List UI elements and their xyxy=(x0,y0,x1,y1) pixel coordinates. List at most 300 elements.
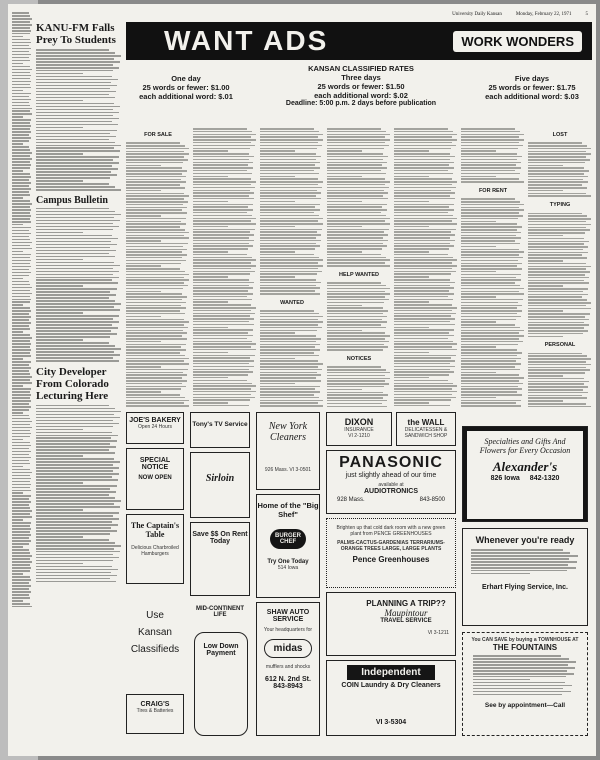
text-line xyxy=(327,234,388,236)
text-line xyxy=(394,402,429,404)
use-kansan-line2: Kansan xyxy=(138,627,172,638)
text-line xyxy=(327,316,387,318)
text-line xyxy=(461,145,523,147)
alexanders-address: 826 Iowa xyxy=(490,475,520,482)
text-line xyxy=(528,238,584,240)
text-line xyxy=(36,458,114,460)
text-line xyxy=(260,282,321,284)
dixon-title: DIXON xyxy=(344,417,374,427)
text-line xyxy=(12,110,30,112)
text-line xyxy=(12,72,30,74)
text-line xyxy=(327,220,385,222)
text-line xyxy=(36,536,83,538)
text-line xyxy=(126,232,189,234)
text-line xyxy=(12,397,30,399)
special-title: SPECIAL NOTICE xyxy=(139,457,171,471)
text-line xyxy=(461,240,515,242)
text-line xyxy=(461,198,515,200)
text-line xyxy=(394,192,455,194)
text-line xyxy=(193,380,247,382)
use-kansan-line3: Classifieds xyxy=(130,644,180,655)
issue-date: Monday, February 22, 1971 xyxy=(515,11,572,17)
text-line xyxy=(193,167,253,169)
text-line xyxy=(193,405,249,407)
text-line xyxy=(461,178,519,180)
alexanders-inner xyxy=(467,431,583,519)
text-line xyxy=(260,131,319,133)
text-line xyxy=(471,570,567,572)
text-line xyxy=(260,394,314,396)
text-line xyxy=(36,488,110,490)
text-line xyxy=(12,152,32,154)
wall-title: the WALL xyxy=(407,418,445,427)
text-line xyxy=(193,195,249,197)
text-line xyxy=(12,84,30,86)
text-line xyxy=(193,220,251,222)
midcontinent-title: MID-CONTINENT LIFE xyxy=(196,606,244,618)
text-line xyxy=(193,262,251,264)
text-line xyxy=(327,212,381,214)
text-line xyxy=(471,558,569,560)
text-line xyxy=(12,30,31,32)
text-line xyxy=(394,173,453,175)
alexanders-brand: Alexander's xyxy=(492,459,558,474)
text-line xyxy=(260,184,318,186)
text-line xyxy=(394,391,457,393)
text-line xyxy=(461,310,522,312)
text-line xyxy=(327,296,385,298)
text-line xyxy=(394,282,455,284)
text-line xyxy=(471,567,576,569)
text-line xyxy=(12,343,31,345)
text-line xyxy=(193,332,248,334)
text-line xyxy=(260,142,318,144)
text-line xyxy=(394,352,429,354)
low-down-payment-ad xyxy=(194,632,248,736)
text-line xyxy=(394,313,456,315)
text-line xyxy=(193,318,254,320)
text-line xyxy=(327,170,381,172)
text-line xyxy=(461,156,522,158)
text-line xyxy=(260,287,320,289)
text-line xyxy=(461,397,496,399)
text-line xyxy=(12,182,31,184)
text-line xyxy=(260,134,323,136)
text-line xyxy=(193,170,247,172)
text-line xyxy=(327,245,387,247)
text-line xyxy=(36,229,113,231)
text-line xyxy=(193,142,251,144)
maupintour-title: PLANNING A TRIP?? xyxy=(366,599,446,608)
text-line xyxy=(193,324,254,326)
text-line xyxy=(36,244,117,246)
text-line xyxy=(394,299,453,301)
text-line xyxy=(461,405,521,407)
text-line xyxy=(461,307,517,309)
text-line xyxy=(36,142,115,144)
text-line xyxy=(36,76,112,78)
text-line xyxy=(12,537,29,539)
text-line xyxy=(12,215,31,217)
text-line xyxy=(327,321,387,323)
text-line xyxy=(193,128,247,130)
special-line: NOW OPEN xyxy=(138,475,172,481)
text-line xyxy=(12,570,30,572)
text-line xyxy=(36,58,114,60)
text-line xyxy=(327,218,390,220)
text-line xyxy=(461,402,516,404)
text-line xyxy=(36,548,114,550)
text-line xyxy=(36,291,110,293)
text-line xyxy=(12,227,31,229)
text-line xyxy=(260,360,318,362)
text-line xyxy=(461,265,517,267)
text-line xyxy=(12,290,30,292)
text-line xyxy=(12,206,30,208)
text-line xyxy=(36,545,121,547)
text-line xyxy=(12,248,32,250)
text-line xyxy=(36,306,114,308)
text-line xyxy=(461,355,517,357)
section-for-sale: FOR SALE xyxy=(144,132,172,138)
text-line xyxy=(528,235,563,237)
text-line xyxy=(260,231,317,233)
text-line xyxy=(528,252,588,254)
rates-deadline: Deadline: 5:00 p.m. 2 days before publication xyxy=(285,100,437,107)
text-line xyxy=(12,331,23,333)
text-line xyxy=(260,254,314,256)
text-line xyxy=(327,131,386,133)
text-line xyxy=(193,184,251,186)
text-line xyxy=(12,18,32,20)
text-line xyxy=(394,251,429,253)
text-line xyxy=(12,230,29,232)
text-line xyxy=(126,198,184,200)
section-typing: TYPING xyxy=(549,202,571,209)
rate-five-days xyxy=(472,74,592,101)
text-line xyxy=(260,363,323,365)
text-line xyxy=(260,391,320,393)
text-line xyxy=(528,403,586,405)
text-line xyxy=(260,313,319,315)
text-line xyxy=(528,142,582,144)
text-line xyxy=(126,274,189,276)
text-line xyxy=(36,223,113,225)
text-line xyxy=(471,549,563,551)
text-line xyxy=(260,321,323,323)
text-line xyxy=(394,332,449,334)
text-line xyxy=(12,492,23,494)
text-line xyxy=(394,285,450,287)
text-line xyxy=(528,280,584,282)
text-line xyxy=(528,257,587,259)
text-line xyxy=(394,229,456,231)
text-line xyxy=(394,324,455,326)
text-line xyxy=(260,128,314,130)
text-line xyxy=(528,308,591,310)
text-line xyxy=(12,466,23,468)
text-line xyxy=(327,291,385,293)
text-line xyxy=(327,332,385,334)
text-line xyxy=(36,241,111,243)
text-line xyxy=(36,259,83,261)
text-line xyxy=(126,187,185,189)
text-line xyxy=(394,153,450,155)
text-line xyxy=(260,226,295,228)
text-line xyxy=(193,187,255,189)
text-line xyxy=(36,560,113,562)
text-line xyxy=(528,266,591,268)
text-line xyxy=(461,386,518,388)
text-line xyxy=(327,397,383,399)
text-line xyxy=(12,382,32,384)
text-line xyxy=(461,291,519,293)
text-line xyxy=(126,240,161,242)
text-line xyxy=(12,507,30,509)
text-line xyxy=(327,148,384,150)
text-line xyxy=(528,364,591,366)
text-line xyxy=(461,257,523,259)
text-line xyxy=(193,159,249,161)
text-line xyxy=(36,446,116,448)
text-line xyxy=(461,173,520,175)
save-title: Save $$ On Rent Today xyxy=(192,531,248,545)
text-line xyxy=(36,109,113,111)
sirloin-ad xyxy=(190,452,250,518)
text-line xyxy=(12,451,31,453)
text-line xyxy=(12,143,23,145)
text-line xyxy=(394,293,454,295)
three-days-first: 25 words or fewer: $1.50 xyxy=(317,82,405,91)
text-line xyxy=(12,427,32,429)
text-line xyxy=(260,150,295,152)
want-ads-banner xyxy=(126,22,592,60)
text-line xyxy=(193,204,253,206)
pence-title: Pence Greenhouses xyxy=(352,555,430,564)
save-on-rent-ad xyxy=(190,522,250,596)
text-line xyxy=(12,364,29,366)
text-line xyxy=(126,212,187,214)
text-line xyxy=(461,293,524,295)
text-line xyxy=(12,304,23,306)
panasonic-ad xyxy=(326,450,456,514)
fountains-title: THE FOUNTAINS xyxy=(492,643,558,652)
text-line xyxy=(260,229,322,231)
text-line xyxy=(126,307,186,309)
text-line xyxy=(327,198,388,200)
text-line xyxy=(126,190,161,192)
text-line xyxy=(461,176,496,178)
text-line xyxy=(36,91,116,93)
developer-headline: City Developer From Colorado Lecturing Here xyxy=(36,365,109,402)
text-line xyxy=(12,478,31,480)
text-line xyxy=(12,340,30,342)
text-line xyxy=(36,106,120,108)
text-line xyxy=(260,262,318,264)
text-line xyxy=(12,194,30,196)
text-line xyxy=(327,392,383,394)
text-line xyxy=(36,268,113,270)
text-line xyxy=(260,366,318,368)
text-line xyxy=(327,375,385,377)
text-line xyxy=(12,546,23,548)
text-line xyxy=(193,156,254,158)
text-line xyxy=(327,187,389,189)
text-line xyxy=(126,260,186,262)
text-line xyxy=(193,355,255,357)
text-line xyxy=(36,339,83,341)
text-line xyxy=(12,549,29,551)
text-line xyxy=(12,576,30,578)
text-line xyxy=(36,211,115,213)
text-line xyxy=(260,273,317,275)
text-line xyxy=(126,279,189,281)
text-line xyxy=(394,259,457,261)
text-line xyxy=(12,319,29,321)
rate-three-days xyxy=(266,64,456,107)
text-line xyxy=(193,352,228,354)
joes-line: Open 24 Hours xyxy=(138,424,172,430)
erhart-text xyxy=(463,545,587,578)
five-days-additional: each additional word: $.03 xyxy=(485,92,579,101)
text-line xyxy=(260,148,317,150)
text-line xyxy=(12,484,31,486)
use-kansan-line1: Use xyxy=(146,610,164,621)
text-line xyxy=(461,316,521,318)
text-line xyxy=(36,312,83,314)
text-line xyxy=(12,63,23,65)
text-line xyxy=(394,226,429,228)
text-line xyxy=(36,578,110,580)
text-line xyxy=(126,296,187,298)
text-line xyxy=(12,149,30,151)
text-line xyxy=(12,597,30,599)
text-line xyxy=(126,360,184,362)
text-line xyxy=(471,564,568,566)
maupintour-line: TRAVEL SERVICE xyxy=(380,618,432,624)
section-help-wanted: HELP WANTED xyxy=(339,271,379,278)
text-line xyxy=(193,243,249,245)
gutter-text xyxy=(12,12,32,748)
text-line xyxy=(12,81,31,83)
text-line xyxy=(471,552,570,554)
text-line xyxy=(327,184,385,186)
text-line xyxy=(126,394,180,396)
text-line xyxy=(36,124,118,126)
text-line xyxy=(260,234,321,236)
text-line xyxy=(193,231,250,233)
text-line xyxy=(461,215,523,217)
alexanders-phone: 842-1320 xyxy=(529,475,560,482)
text-line xyxy=(473,661,576,663)
one-day-label: One day xyxy=(171,74,201,83)
text-line xyxy=(36,414,114,416)
section-wanted: WANTED xyxy=(280,299,304,306)
tony-title: Tony's TV Service xyxy=(192,421,248,428)
text-line xyxy=(126,263,181,265)
text-line xyxy=(126,209,182,211)
text-line xyxy=(528,159,590,161)
text-line xyxy=(12,522,31,524)
text-line xyxy=(126,277,184,279)
text-line xyxy=(12,409,29,411)
text-line xyxy=(12,358,23,360)
text-line xyxy=(12,519,23,521)
text-line xyxy=(394,394,452,396)
text-line xyxy=(260,285,316,287)
text-line xyxy=(12,200,30,202)
text-line xyxy=(394,385,457,387)
text-line xyxy=(260,248,315,250)
text-line xyxy=(126,369,188,371)
text-line xyxy=(12,436,30,438)
text-line xyxy=(193,397,255,399)
text-line xyxy=(12,27,30,29)
text-line xyxy=(12,21,30,23)
text-line xyxy=(193,357,250,359)
text-line xyxy=(36,79,118,81)
text-line xyxy=(394,271,456,273)
text-line xyxy=(461,274,521,276)
text-line xyxy=(260,220,318,222)
text-line xyxy=(461,383,523,385)
three-days-additional: each additional word: $.02 xyxy=(314,91,408,100)
text-line xyxy=(126,271,185,273)
text-line xyxy=(528,330,588,332)
text-line xyxy=(193,178,251,180)
text-line xyxy=(528,310,563,312)
text-line xyxy=(126,319,184,321)
text-line xyxy=(193,327,228,329)
text-line xyxy=(193,338,247,340)
audiotronics-logo: AUDIOTRONICS xyxy=(363,488,419,495)
text-line xyxy=(394,201,429,203)
col-2-text xyxy=(193,128,257,408)
text-line xyxy=(126,237,189,239)
text-line xyxy=(12,454,29,456)
text-line xyxy=(36,279,112,281)
text-line xyxy=(394,145,456,147)
text-line xyxy=(36,139,109,141)
text-line xyxy=(36,247,110,249)
text-line xyxy=(394,167,454,169)
text-line xyxy=(394,307,457,309)
text-line xyxy=(528,353,582,355)
text-line xyxy=(193,190,250,192)
text-line xyxy=(193,131,252,133)
text-line xyxy=(327,150,362,152)
text-line xyxy=(528,313,590,315)
text-line xyxy=(327,190,384,192)
text-line xyxy=(126,330,183,332)
text-line xyxy=(193,369,249,371)
text-line xyxy=(528,378,584,380)
text-line xyxy=(126,179,181,181)
text-line xyxy=(36,354,120,356)
text-line xyxy=(461,327,520,329)
text-line xyxy=(126,243,188,245)
text-line xyxy=(260,192,321,194)
fountains-townhouse-ad xyxy=(462,632,588,736)
text-line xyxy=(260,218,323,220)
text-line xyxy=(126,257,182,259)
text-line xyxy=(473,694,562,696)
text-line xyxy=(528,369,590,371)
text-line xyxy=(12,137,31,139)
text-line xyxy=(461,212,519,214)
text-line xyxy=(12,93,31,95)
panasonic-title: PANASONIC xyxy=(339,454,443,471)
